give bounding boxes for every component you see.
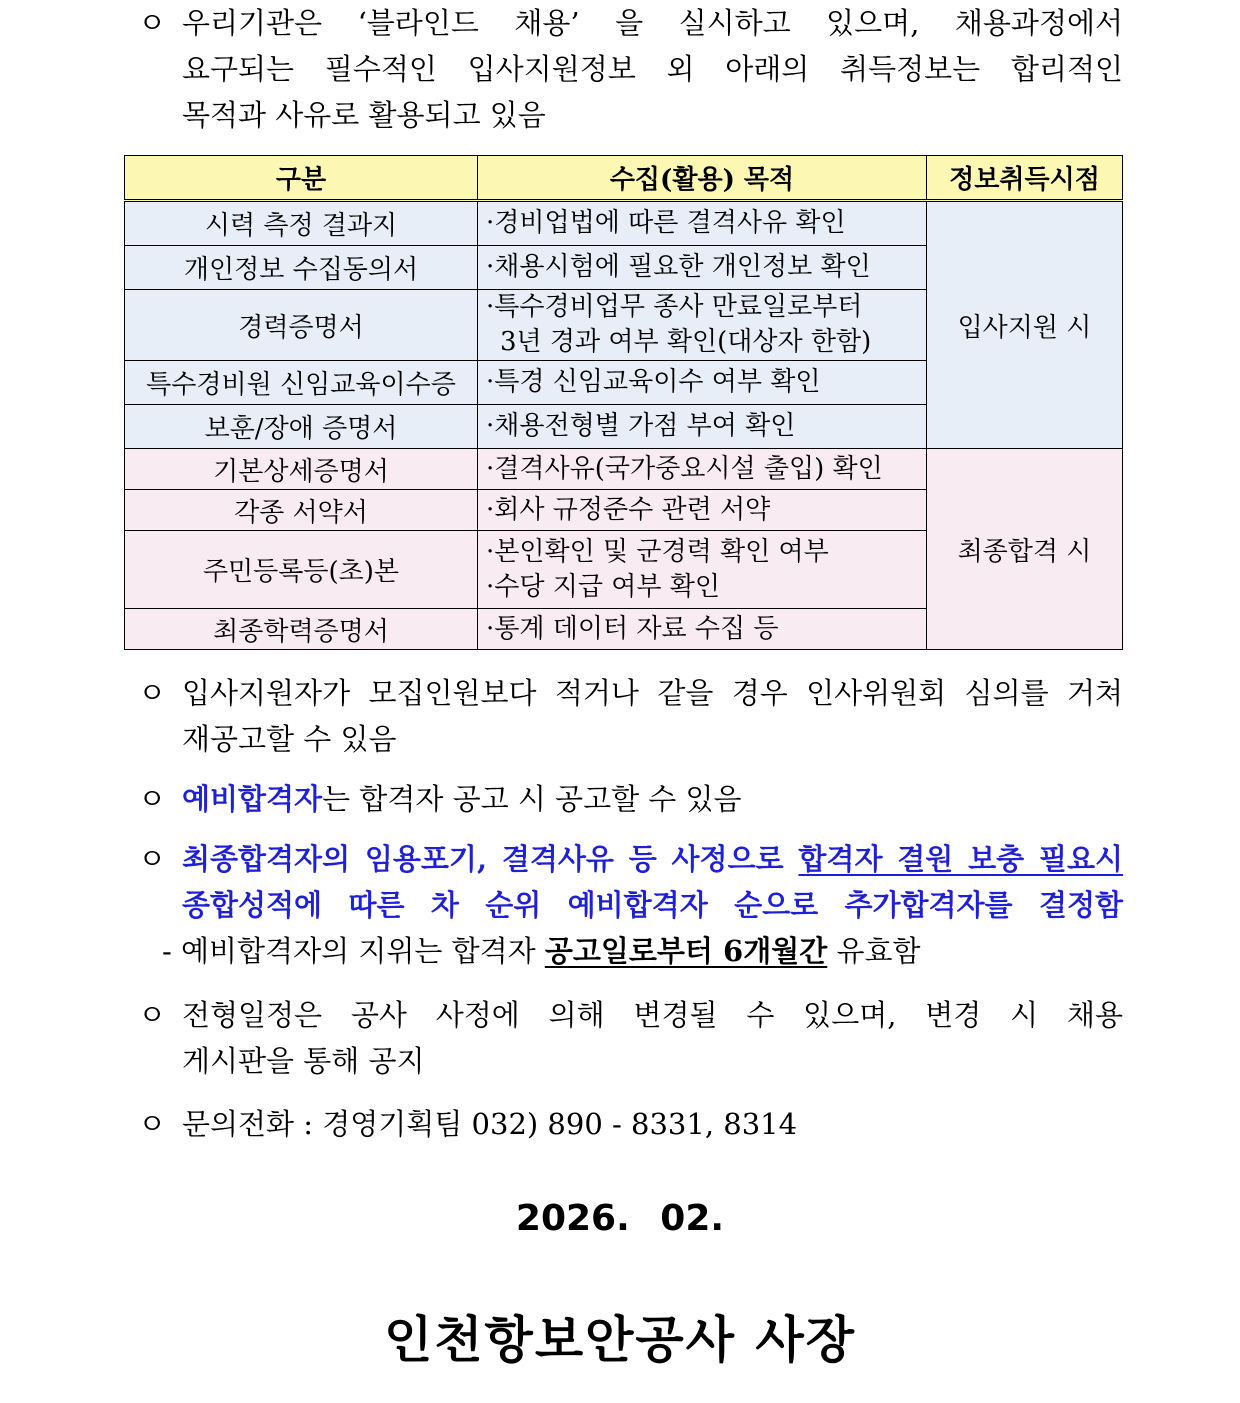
- header-purpose: 수집(활용) 목적: [478, 156, 927, 201]
- timing-cell-final: 최종합격 시: [927, 449, 1123, 650]
- doc-cell: 기본상세증명서: [125, 449, 478, 490]
- validity-period: 공고일로부터 6개월간: [544, 934, 828, 968]
- intro-line-3: 목적과 사유로 활용되고 있음: [182, 98, 546, 132]
- purpose-cell: ·통계 데이터 자료 수집 등: [478, 609, 927, 650]
- contact-phone: 문의전화 : 경영기획팀 032) 890 - 8331, 8314: [182, 1107, 798, 1141]
- bullet-marker: ㅇ: [138, 676, 167, 710]
- header-category: 구분: [125, 156, 478, 201]
- purpose-cell: ·특경 신임교육이수 여부 확인: [478, 361, 927, 405]
- info-collection-table: [124, 155, 1123, 650]
- doc-cell: 경력증명서: [125, 290, 478, 361]
- reserve-highlight: 예비합격자: [182, 782, 323, 816]
- bullet-marker: ㅇ: [138, 1107, 167, 1141]
- table-row: [125, 201, 1123, 246]
- table-header-row: [125, 156, 1123, 201]
- bullet-marker: ㅇ: [138, 6, 167, 40]
- doc-cell: 개인정보 수집동의서: [125, 246, 478, 290]
- additional-pass-underlined: 합격자 결원 보충 필요시: [798, 842, 1123, 876]
- doc-cell: 최종학력증명서: [125, 609, 478, 650]
- validity-prefix: - 예비합격자의 지위는 합격자: [162, 934, 545, 968]
- reannounce-paragraph: [138, 670, 1123, 762]
- reserve-validity-note: [138, 928, 1123, 974]
- purpose-cell: [478, 290, 927, 361]
- intro-line-1: 우리기관은 ‘블라인드 채용’ 을 실시하고 있으며, 채용과정에서: [182, 6, 1123, 40]
- purpose-cell: ·회사 규정준수 관련 서약: [478, 490, 927, 531]
- reserve-paragraph: [138, 776, 1123, 822]
- purpose-cell: ·채용시험에 필요한 개인정보 확인: [478, 246, 927, 290]
- bullet-marker: ㅇ: [138, 782, 167, 816]
- intro-line-2: 요구되는 필수적인 입사지원정보 외 아래의 취득정보는 합리적인: [182, 52, 1123, 86]
- signature: 인천항보안공사 사장: [383, 1311, 857, 1369]
- contact-paragraph: [138, 1101, 1123, 1147]
- doc-cell: 각종 서약서: [125, 490, 478, 531]
- timing-cell-application: 입사지원 시: [927, 201, 1123, 449]
- doc-cell: 주민등록등(초)본: [125, 531, 478, 609]
- purpose-cell: ·경비업법에 따른 결격사유 확인: [478, 201, 927, 246]
- purpose-cell: [478, 531, 927, 609]
- purpose-line: ·수당 지급 여부 확인: [486, 571, 720, 602]
- reannounce-line-1: 입사지원자가 모집인원보다 적거나 같을 경우 인사위원회 심의를 거쳐: [182, 676, 1123, 710]
- bullet-marker: ㅇ: [138, 842, 167, 876]
- additional-pass-line-2: 종합성적에 따른 차 순위 예비합격자 순으로 추가합격자를 결정함: [182, 888, 1123, 922]
- purpose-line: ·특수경비업무 종사 만료일로부터: [486, 292, 863, 322]
- document-date: 2026. 02.: [515, 1198, 725, 1239]
- additional-pass-text: 최종합격자의 임용포기, 결격사유 등 사정으로: [182, 842, 799, 876]
- validity-suffix: 유효함: [827, 934, 921, 968]
- purpose-cell: ·결격사유(국가중요시설 출입) 확인: [478, 449, 927, 490]
- doc-cell: 보훈/장애 증명서: [125, 405, 478, 449]
- purpose-line: 3년 경과 여부 확인(대상자 한함): [500, 327, 872, 357]
- table-row: [125, 449, 1123, 490]
- doc-cell: 시력 측정 결과지: [125, 201, 478, 246]
- header-timing: 정보취득시점: [927, 156, 1123, 201]
- schedule-paragraph: [138, 992, 1123, 1084]
- intro-paragraph: [138, 0, 1123, 138]
- purpose-line: ·본인확인 및 군경력 확인 여부: [486, 536, 829, 567]
- reannounce-line-2: 재공고할 수 있음: [182, 722, 397, 756]
- additional-pass-paragraph: [138, 836, 1123, 974]
- bullet-marker: ㅇ: [138, 998, 167, 1032]
- schedule-line-1: 전형일정은 공사 사정에 의해 변경될 수 있으며, 변경 시 채용: [182, 998, 1123, 1032]
- purpose-cell: ·채용전형별 가점 부여 확인: [478, 405, 927, 449]
- schedule-line-2: 게시판을 통해 공지: [182, 1044, 425, 1078]
- doc-cell: 특수경비원 신임교육이수증: [125, 361, 478, 405]
- reserve-text: 는 합격자 공고 시 공고할 수 있음: [322, 782, 742, 816]
